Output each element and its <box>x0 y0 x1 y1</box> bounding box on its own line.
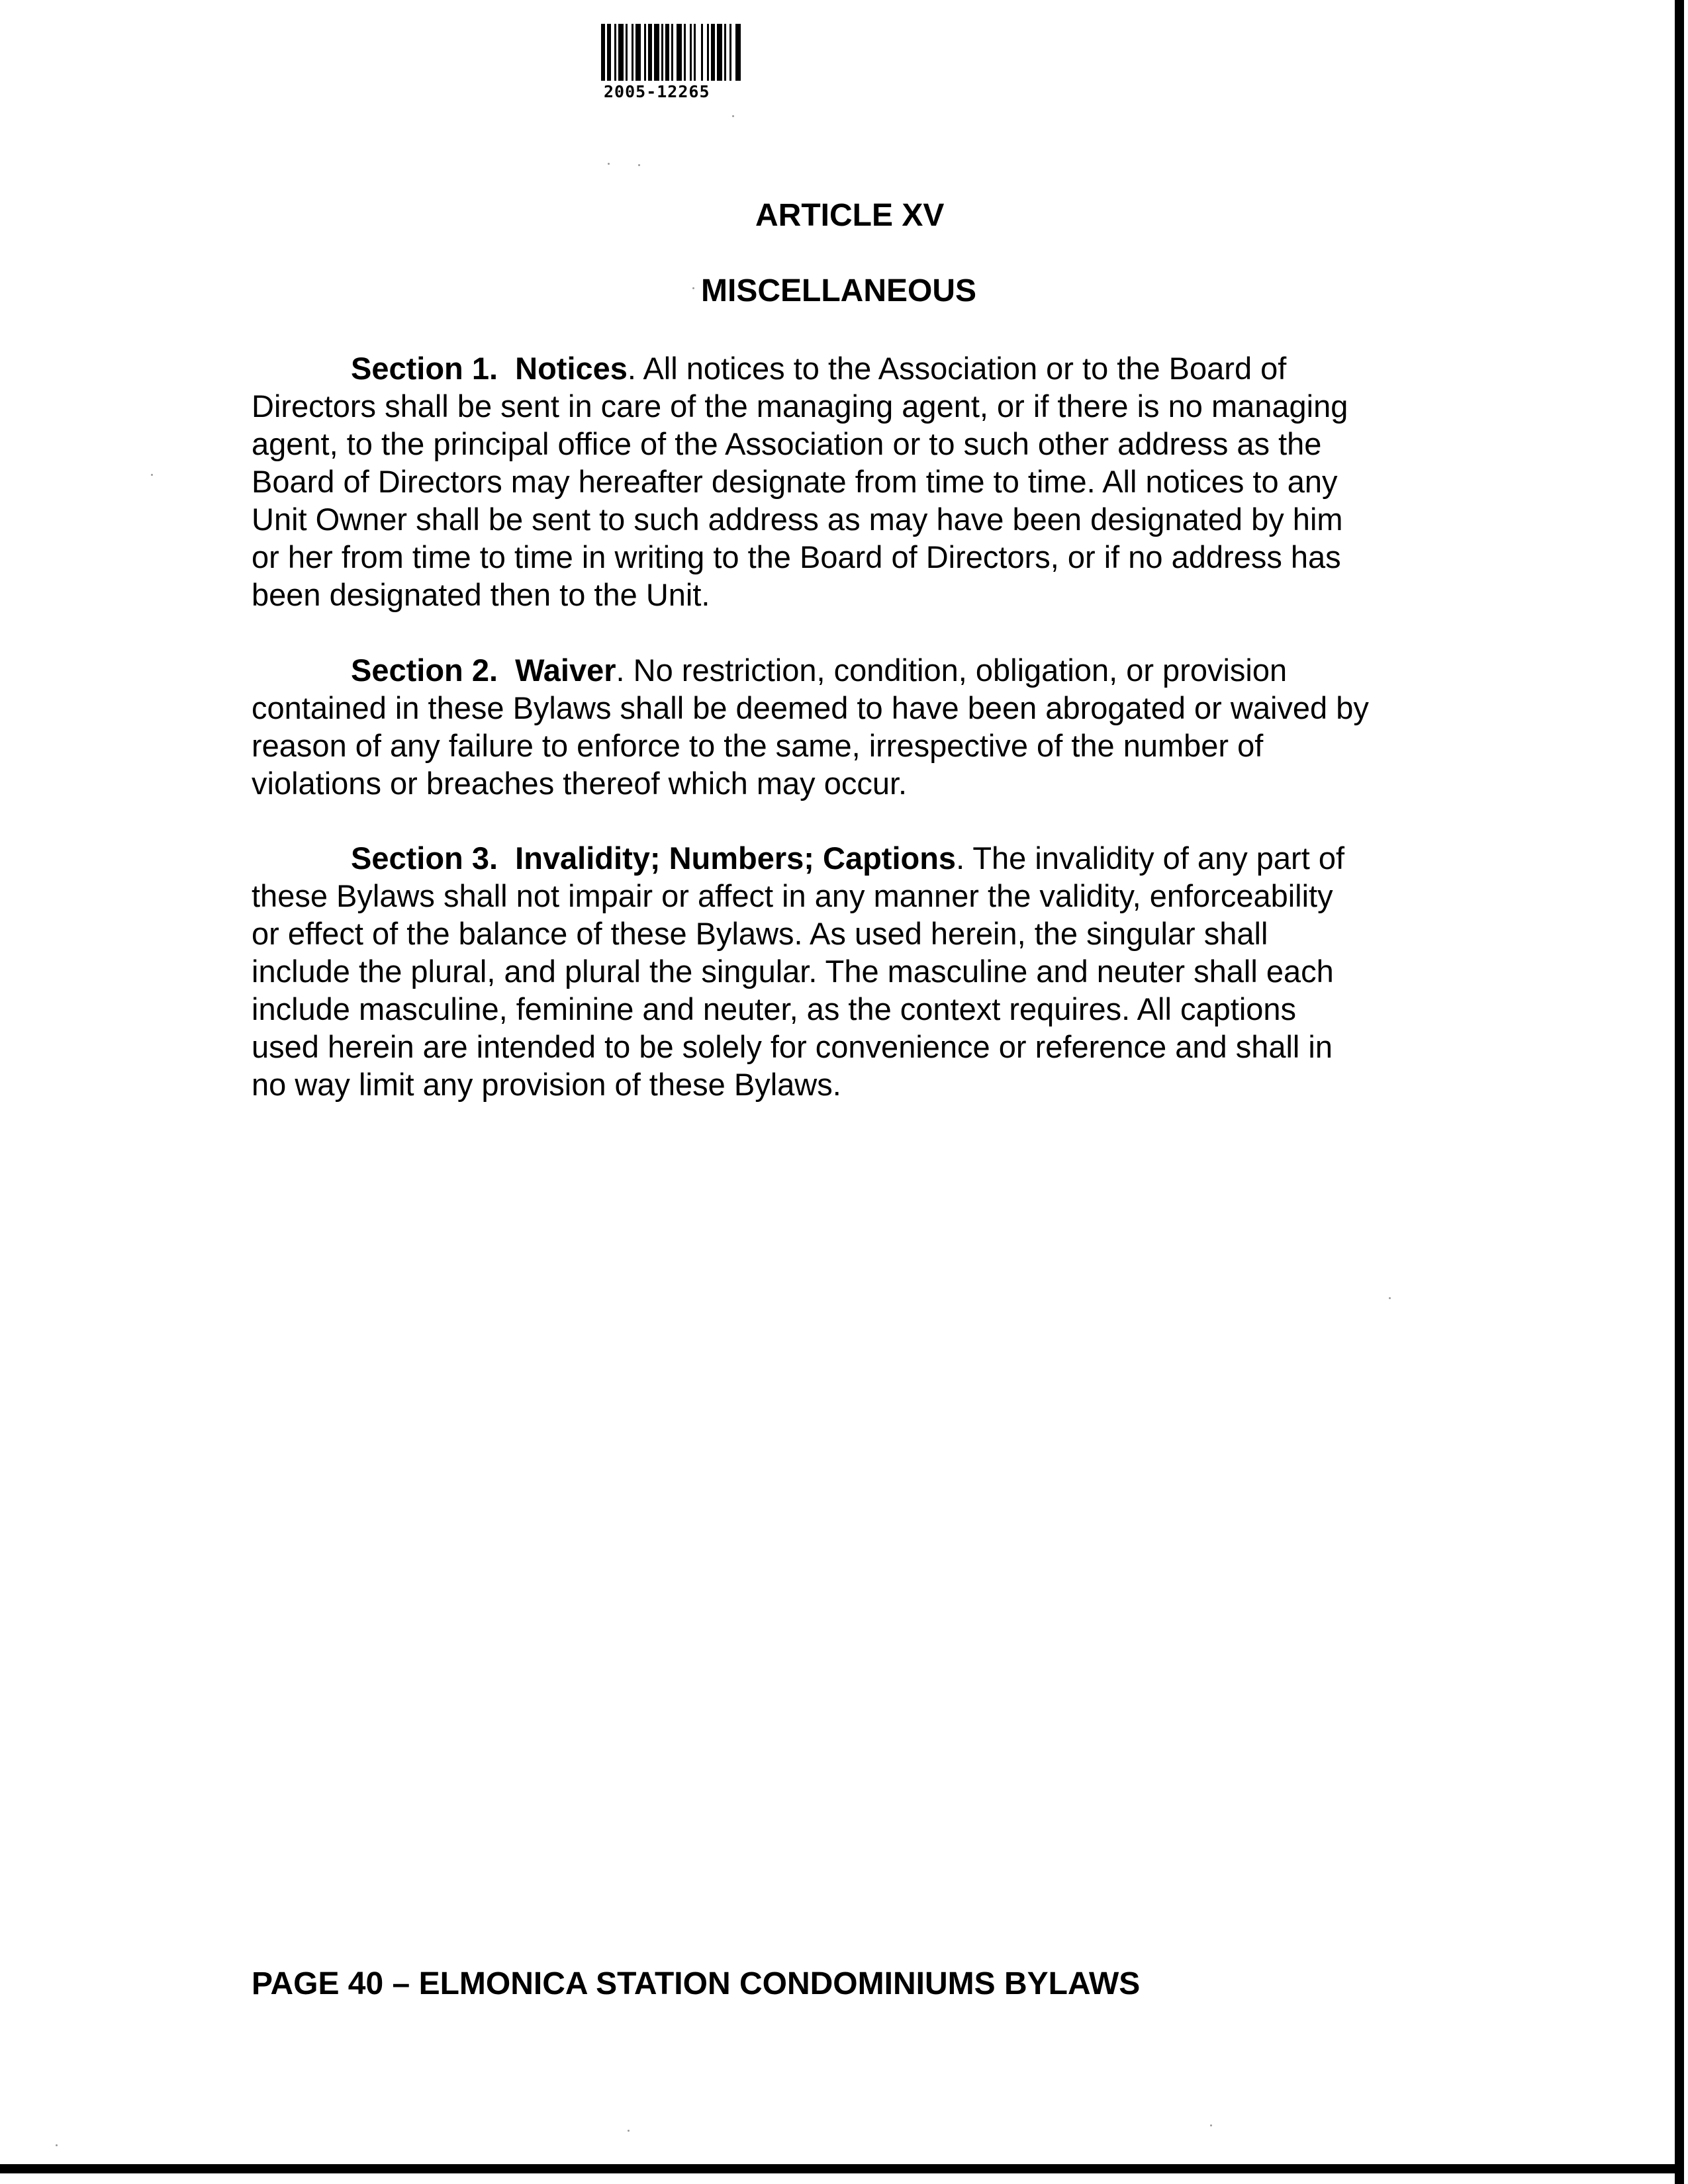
scan-speck <box>151 474 153 476</box>
section-text-line: no way limit any provision of these Bylaws. <box>252 1067 841 1102</box>
scan-speck <box>638 164 640 166</box>
section-waiver <box>252 651 1443 802</box>
section-title: Waiver <box>515 653 616 688</box>
section-notices <box>252 349 1443 614</box>
barcode-bars <box>600 24 898 81</box>
section-title: Invalidity; Numbers; Captions <box>515 841 957 876</box>
section-text-line: contained in these Bylaws shall be deemed to have been abrogated or waived by <box>252 690 1369 725</box>
section-text-line: include masculine, feminine and neuter, as the context requires. All captions <box>252 991 1297 1026</box>
page-edge-right <box>1675 0 1684 2184</box>
page-edge-bottom <box>0 2164 1684 2173</box>
section-text-line: . The invalidity of any part of <box>956 841 1345 876</box>
barcode-number: 2005-12265 <box>604 82 710 101</box>
scan-speck <box>1210 2124 1212 2126</box>
article-subtitle: MISCELLANEOUS <box>701 273 977 308</box>
section-text-line: Board of Directors may hereafter designate from time to time. All notices to any <box>252 464 1338 499</box>
section-title: Notices <box>515 351 628 386</box>
section-text-line: violations or breaches thereof which may occur. <box>252 766 908 801</box>
section-first-line <box>252 651 1443 689</box>
section-text-line: Directors shall be sent in care of the managing agent, or if there is no managing <box>252 388 1348 424</box>
section-number: Section 2. <box>351 653 498 688</box>
scan-speck <box>692 287 694 289</box>
scan-speck <box>608 163 610 165</box>
section-text-line: or effect of the balance of these Bylaws. As used herein, the singular shall <box>252 916 1268 951</box>
section-first-line <box>252 839 1443 877</box>
section-text-line: Unit Owner shall be sent to such address as may have been designated by him <box>252 502 1343 537</box>
article-title: ARTICLE XV <box>755 198 945 233</box>
section-text-line: include the plural, and plural the singular. The masculine and neuter shall each <box>252 954 1334 989</box>
section-text-line: used herein are intended to be solely for convenience or reference and shall in <box>252 1029 1333 1064</box>
section-text-line: . All notices to the Association or to the Board of <box>627 351 1287 386</box>
section-number: Section 3. <box>351 841 498 876</box>
section-text-line: these Bylaws shall not impair or affect in any manner the validity, enforceability <box>252 878 1333 913</box>
section-text-line: . No restriction, condition, obligation, or provision <box>616 653 1288 688</box>
section-first-line <box>252 349 1443 387</box>
section-invalidity <box>252 839 1443 1103</box>
scan-speck <box>628 2130 630 2132</box>
scan-speck <box>732 115 734 117</box>
barcode <box>600 24 898 81</box>
scan-speck <box>1389 1297 1391 1299</box>
section-text-line: agent, to the principal office of the Association or to such other address as the <box>252 426 1322 461</box>
section-text-line: reason of any failure to enforce to the same, irrespective of the number of <box>252 728 1264 763</box>
scan-speck <box>56 2144 58 2146</box>
page-footer: PAGE 40 – ELMONICA STATION CONDOMINIUMS BYLAWS <box>252 1966 1141 2001</box>
section-text-line: or her from time to time in writing to the Board of Directors, or if no address has <box>252 539 1341 574</box>
section-number: Section 1. <box>351 351 498 386</box>
section-text-line: been designated then to the Unit. <box>252 577 710 612</box>
